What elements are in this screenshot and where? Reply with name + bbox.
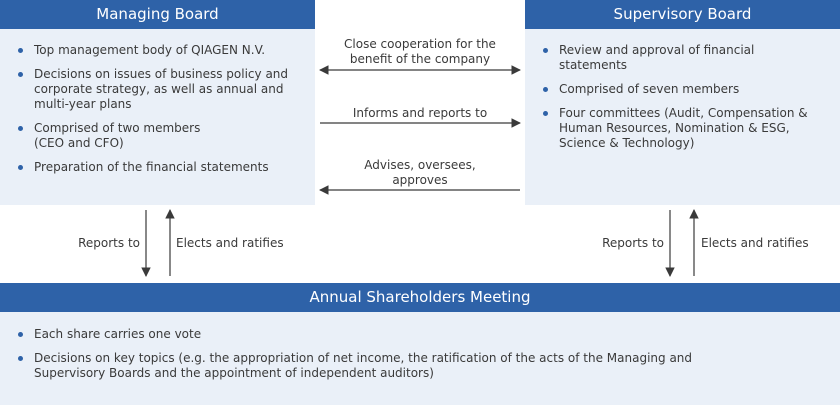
managing-board-title: Managing Board: [0, 0, 315, 29]
right-reports-label: Reports to: [602, 236, 664, 250]
advises-label: Advises, oversees, approves: [364, 158, 476, 187]
managing-board-item: Comprised of two members (CEO and CFO): [16, 121, 234, 151]
left-reports-label: Reports to: [78, 236, 140, 250]
managing-board-item: Preparation of the financial statements: [16, 160, 306, 175]
managing-board-item: Decisions on issues of business policy and corporate strategy, as well as annual and multi-year plans: [16, 67, 306, 112]
left-elects-label: Elects and ratifies: [176, 236, 284, 250]
cooperation-label: Close cooperation for the benefit of the company: [344, 37, 496, 66]
shareholders-meeting-item: Decisions on key topics (e.g. the appropriation of net income, the ratification of the acts of the Managing and Supervisory Boards and the appointment of independent auditors): [16, 351, 726, 381]
supervisory-board-item: Review and approval of financial statements: [541, 43, 769, 73]
supervisory-board-item: Comprised of seven members: [541, 82, 833, 97]
shareholders-meeting-title: Annual Shareholders Meeting: [0, 283, 840, 312]
supervisory-board-title: Supervisory Board: [525, 0, 840, 29]
shareholders-meeting-item: Each share carries one vote: [16, 327, 726, 342]
informs-label: Informs and reports to: [352, 106, 488, 120]
right-elects-label: Elects and ratifies: [701, 236, 809, 250]
managing-board-item: Top management body of QIAGEN N.V.: [16, 43, 306, 58]
supervisory-board-item: Four committees (Audit, Compensation & Human Resources, Nomination & ESG, Science & Technology): [541, 106, 833, 151]
